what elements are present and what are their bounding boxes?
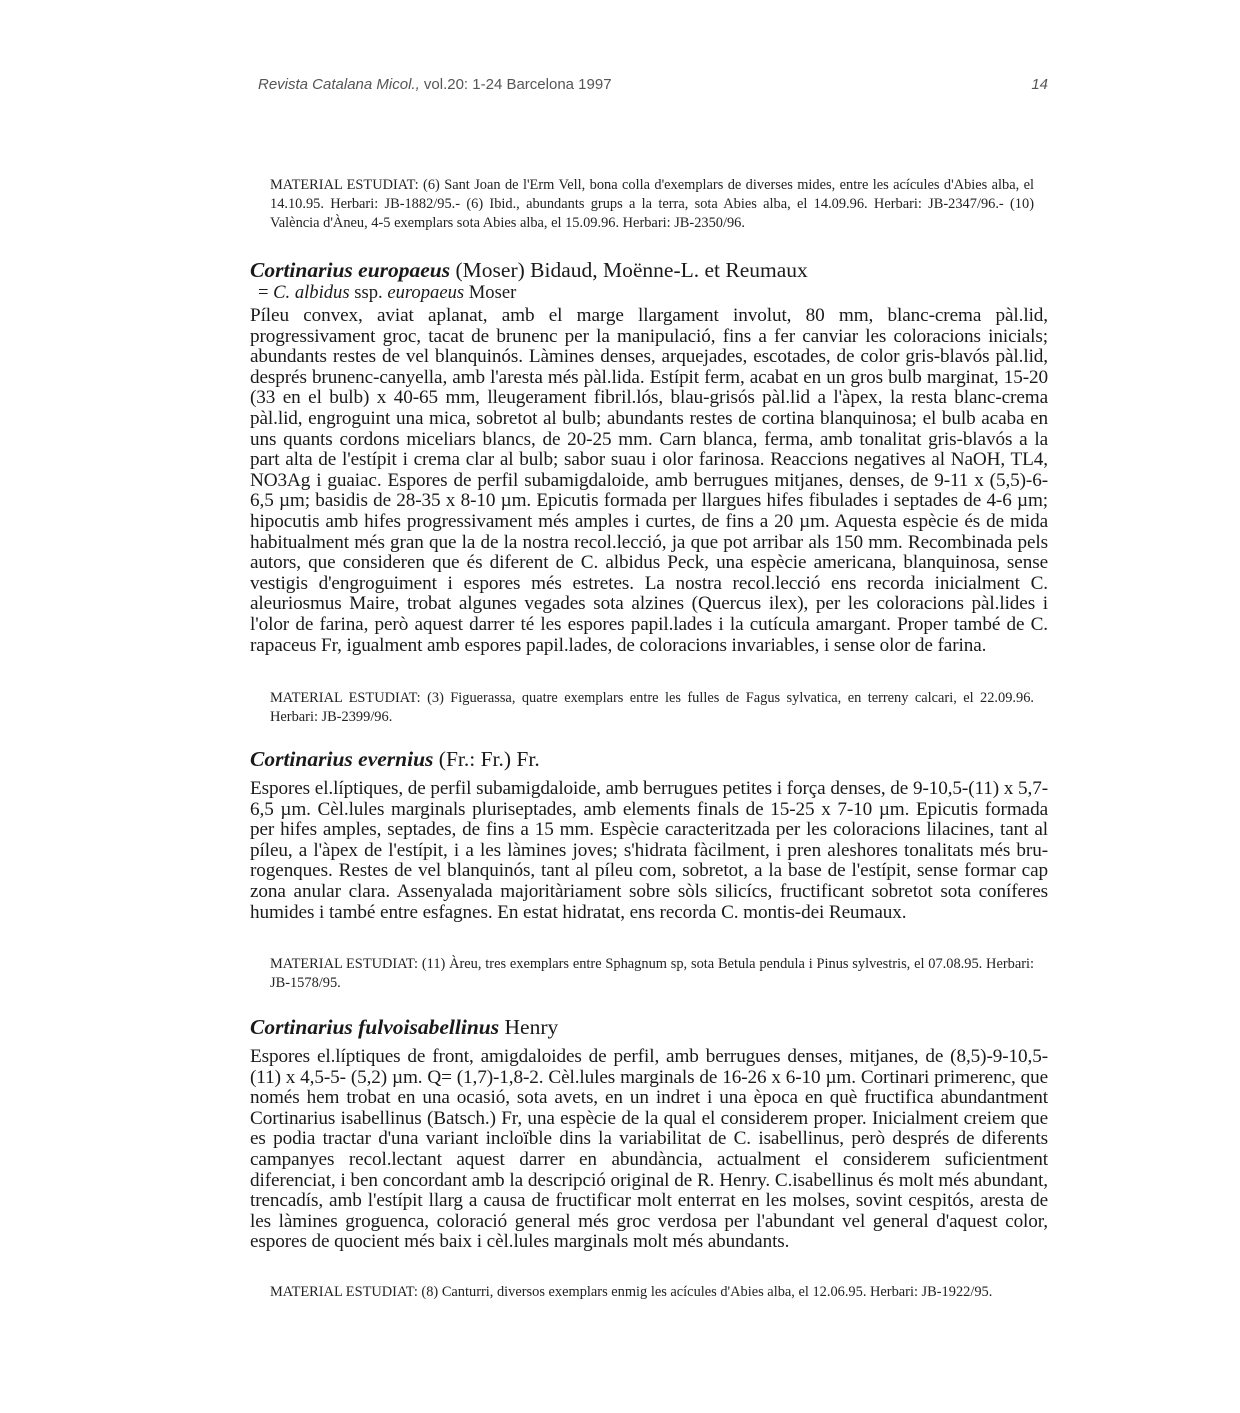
journal-volume: vol.20: 1-24 Barcelona 1997: [419, 76, 612, 93]
description-europaeus: Píleu convex, aviat aplanat, amb el marge llargament involut, 80 mm, blanc-crema pàl.lid, progressivament groc, tacat de brunenc per la manipulació, fins a fer canviar les coloracions inicials; abundants restes de vel blanquinós. Làmines denses, arquejades, escotades, de color gris-blavós pàl.lid, després brunenc-canyella, amb l'aresta més pàl.lida. Estípit ferm, acabat en un gros bulb marginat, 15-20 (33 en el bulb) x 40-65 mm, lleugerament fibril.lós, blau-grisós pàl.lid a l'àpex, la resta blanc-crema pàl.lid, engroguint una mica, sobretot al bulb; abundants restes de cortina blanquinosa; el bulb acaba en uns quants cordons miceliars blancs, de 20-25 mm. Carn blanca, ferma, amb tonalitat gris-blavós a la part alta de l'estípit i crema clar al bulb; sabor suau i olor farinosa. Reaccions negatives al NaOH, TL4, NO3Ag i guaiac. Espores de perfil subamigdaloide, amb berrugues mitjanes, denses, de 9-11 x (5,5)-6-6,5 µm; basidis de 28-35 x 8-10 µm. Epicutis formada per llargues hifes fibulades i septades de 4-6 µm; hipocutis amb hifes progressivament més amples i curtes, de fins a 20 µm. Aquesta espècie és de mida habitualment més gran que la de la nostra recol.lecció, ja que pot arribar als 150 mm. Recombinada pels autors, que consideren que és diferent de C. albidus Peck, una espècie americana, blanquinosa, sense vestigis d'engroguiment i espores més estretes. La nostra recol.lecció ens recorda inicialment C. aleuriosmus Maire, trobat algunes vegades sota alzines (Quercus ilex), per les coloracions pàl.lides i l'olor de farina, però aquest darrer té les espores papil.lades i la cutícula amargant. Proper també de C. rapaceus Fr, igualment amb espores papil.lades, de coloracions invariables, i sense olor de farina.: [250, 305, 1048, 656]
synonym-genus: C. albidus: [273, 282, 350, 303]
journal-title: Revista Catalana Micol.,: [258, 76, 420, 93]
synonym-epithet: europaeus: [387, 282, 465, 303]
material-studied-evernius: MATERIAL ESTUDIAT: (11) Àreu, tres exemplars entre Sphagnum sp, sota Betula pendula i Pinus sylvestris, el 07.08.95. Herbari: JB-1578/95.: [270, 956, 1034, 991]
page-number: 14: [1031, 76, 1048, 93]
species-title: [250, 1015, 1048, 1039]
species-name: Cortinarius fulvoisabellinus: [250, 1015, 500, 1039]
material-studied-europaeus: MATERIAL ESTUDIAT: (3) Figuerassa, quatre exemplars entre les fulles de Fagus sylvatica, en terreny calcari, el 22.09.96. Herbari: JB-2399/96.: [270, 690, 1034, 725]
material-studied-1: MATERIAL ESTUDIAT: (6) Sant Joan de l'Erm Vell, bona colla d'exemplars de diverses mides, entre les acícules d'Abies alba, el 14.10.95. Herbari: JB-1882/95.- (6) Ibid., abundants grups a la terra, sota Abies alba, el 14.09.96. Herbari: JB-2347/96.- (10) València d'Àneu, 4-5 exemplars sota Abies alba, el 15.09.96. Herbari: JB-2350/96.: [270, 177, 1034, 231]
synonym-prefix: =: [258, 282, 274, 303]
species-authority: (Fr.: Fr.) Fr.: [433, 747, 540, 771]
species-name: Cortinarius europaeus: [250, 258, 451, 282]
species-authority: (Moser) Bidaud, Moënne-L. et Reumaux: [450, 258, 808, 282]
description-evernius: Espores el.líptiques, de perfil subamigdaloide, amb berrugues petites i força denses, de 9-10,5-(11) x 5,7-6,5 µm. Cèl.lules marginals pluriseptades, amb elements finals de 15-25 x 7-10 µm. Epicutis formada per hifes amples, septades, de fins a 15 mm. Espècie caracteritzada per les coloracions lilacines, tant al píleu, a l'àpex de l'estípit, i a les làmines joves; s'hidrata fàcilment, i pren aleshores tonalitats més bru-rogenques. Restes de vel blanquinós, tant al píleu com, sobretot, a la base de l'estípit, sense formar cap zona anular clara. Assenyalada majoritàriament sobre sòls silicícs, fructificant sobretot sota coníferes humides i també entre esfagnes. En estat hidratat, ens recorda C. montis-dei Reumaux.: [250, 778, 1048, 923]
synonym-line: [250, 282, 1048, 303]
species-name: Cortinarius evernius: [250, 747, 434, 771]
species-heading-europaeus: [250, 258, 1048, 303]
species-title: [250, 747, 1048, 771]
species-heading-evernius: [250, 747, 1048, 771]
species-heading-fulvoisabellinus: [250, 1015, 1048, 1039]
species-title: [250, 258, 1048, 282]
description-fulvoisabellinus: Espores el.líptiques de front, amigdaloides de perfil, amb berrugues denses, mitjanes, de (8,5)-9-10,5-(11) x 4,5-5- (5,2) µm. Q= (1,7)-1,8-2. Cèl.lules marginals de 16-26 x 6-10 µm. Cortinari primerenc, que només hem trobat en una ocasió, sota avets, en un indret i una època en què fructifica abundantment Cortinarius isabellinus (Batsch.) Fr, una espècie de la qual el considerem proper. Inicialment creiem que es podia tractar d'una variant incloïble dins la variabilitat de C. isabellinus, però després de diferents campanyes recol.lectant aquest darrer en abundància, actualment el considerem suficientment diferenciat, i ben concordant amb la descripció original de R. Henry. C.isabellinus és molt més abundant, trencadís, amb l'estípit llarg a causa de fructificar molt enterrat en les molses, sovint cespitós, aresta de les làmines groguenca, coloració general més groc verdosa per l'abundant vel general d'aquest color, espores de quocient més baix i cèl.lules marginals molt més abundants.: [250, 1046, 1048, 1253]
synonym-author: Moser: [464, 282, 517, 303]
synonym-rank: ssp.: [349, 282, 388, 303]
running-header: [258, 72, 1048, 100]
species-authority: Henry: [499, 1015, 559, 1039]
material-studied-fulvoisabellinus: MATERIAL ESTUDIAT: (8) Canturri, diversos exemplars enmig les acícules d'Abies alba, el 12.06.95. Herbari: JB-1922/95.: [270, 1284, 993, 1300]
journal-citation: [258, 76, 612, 93]
